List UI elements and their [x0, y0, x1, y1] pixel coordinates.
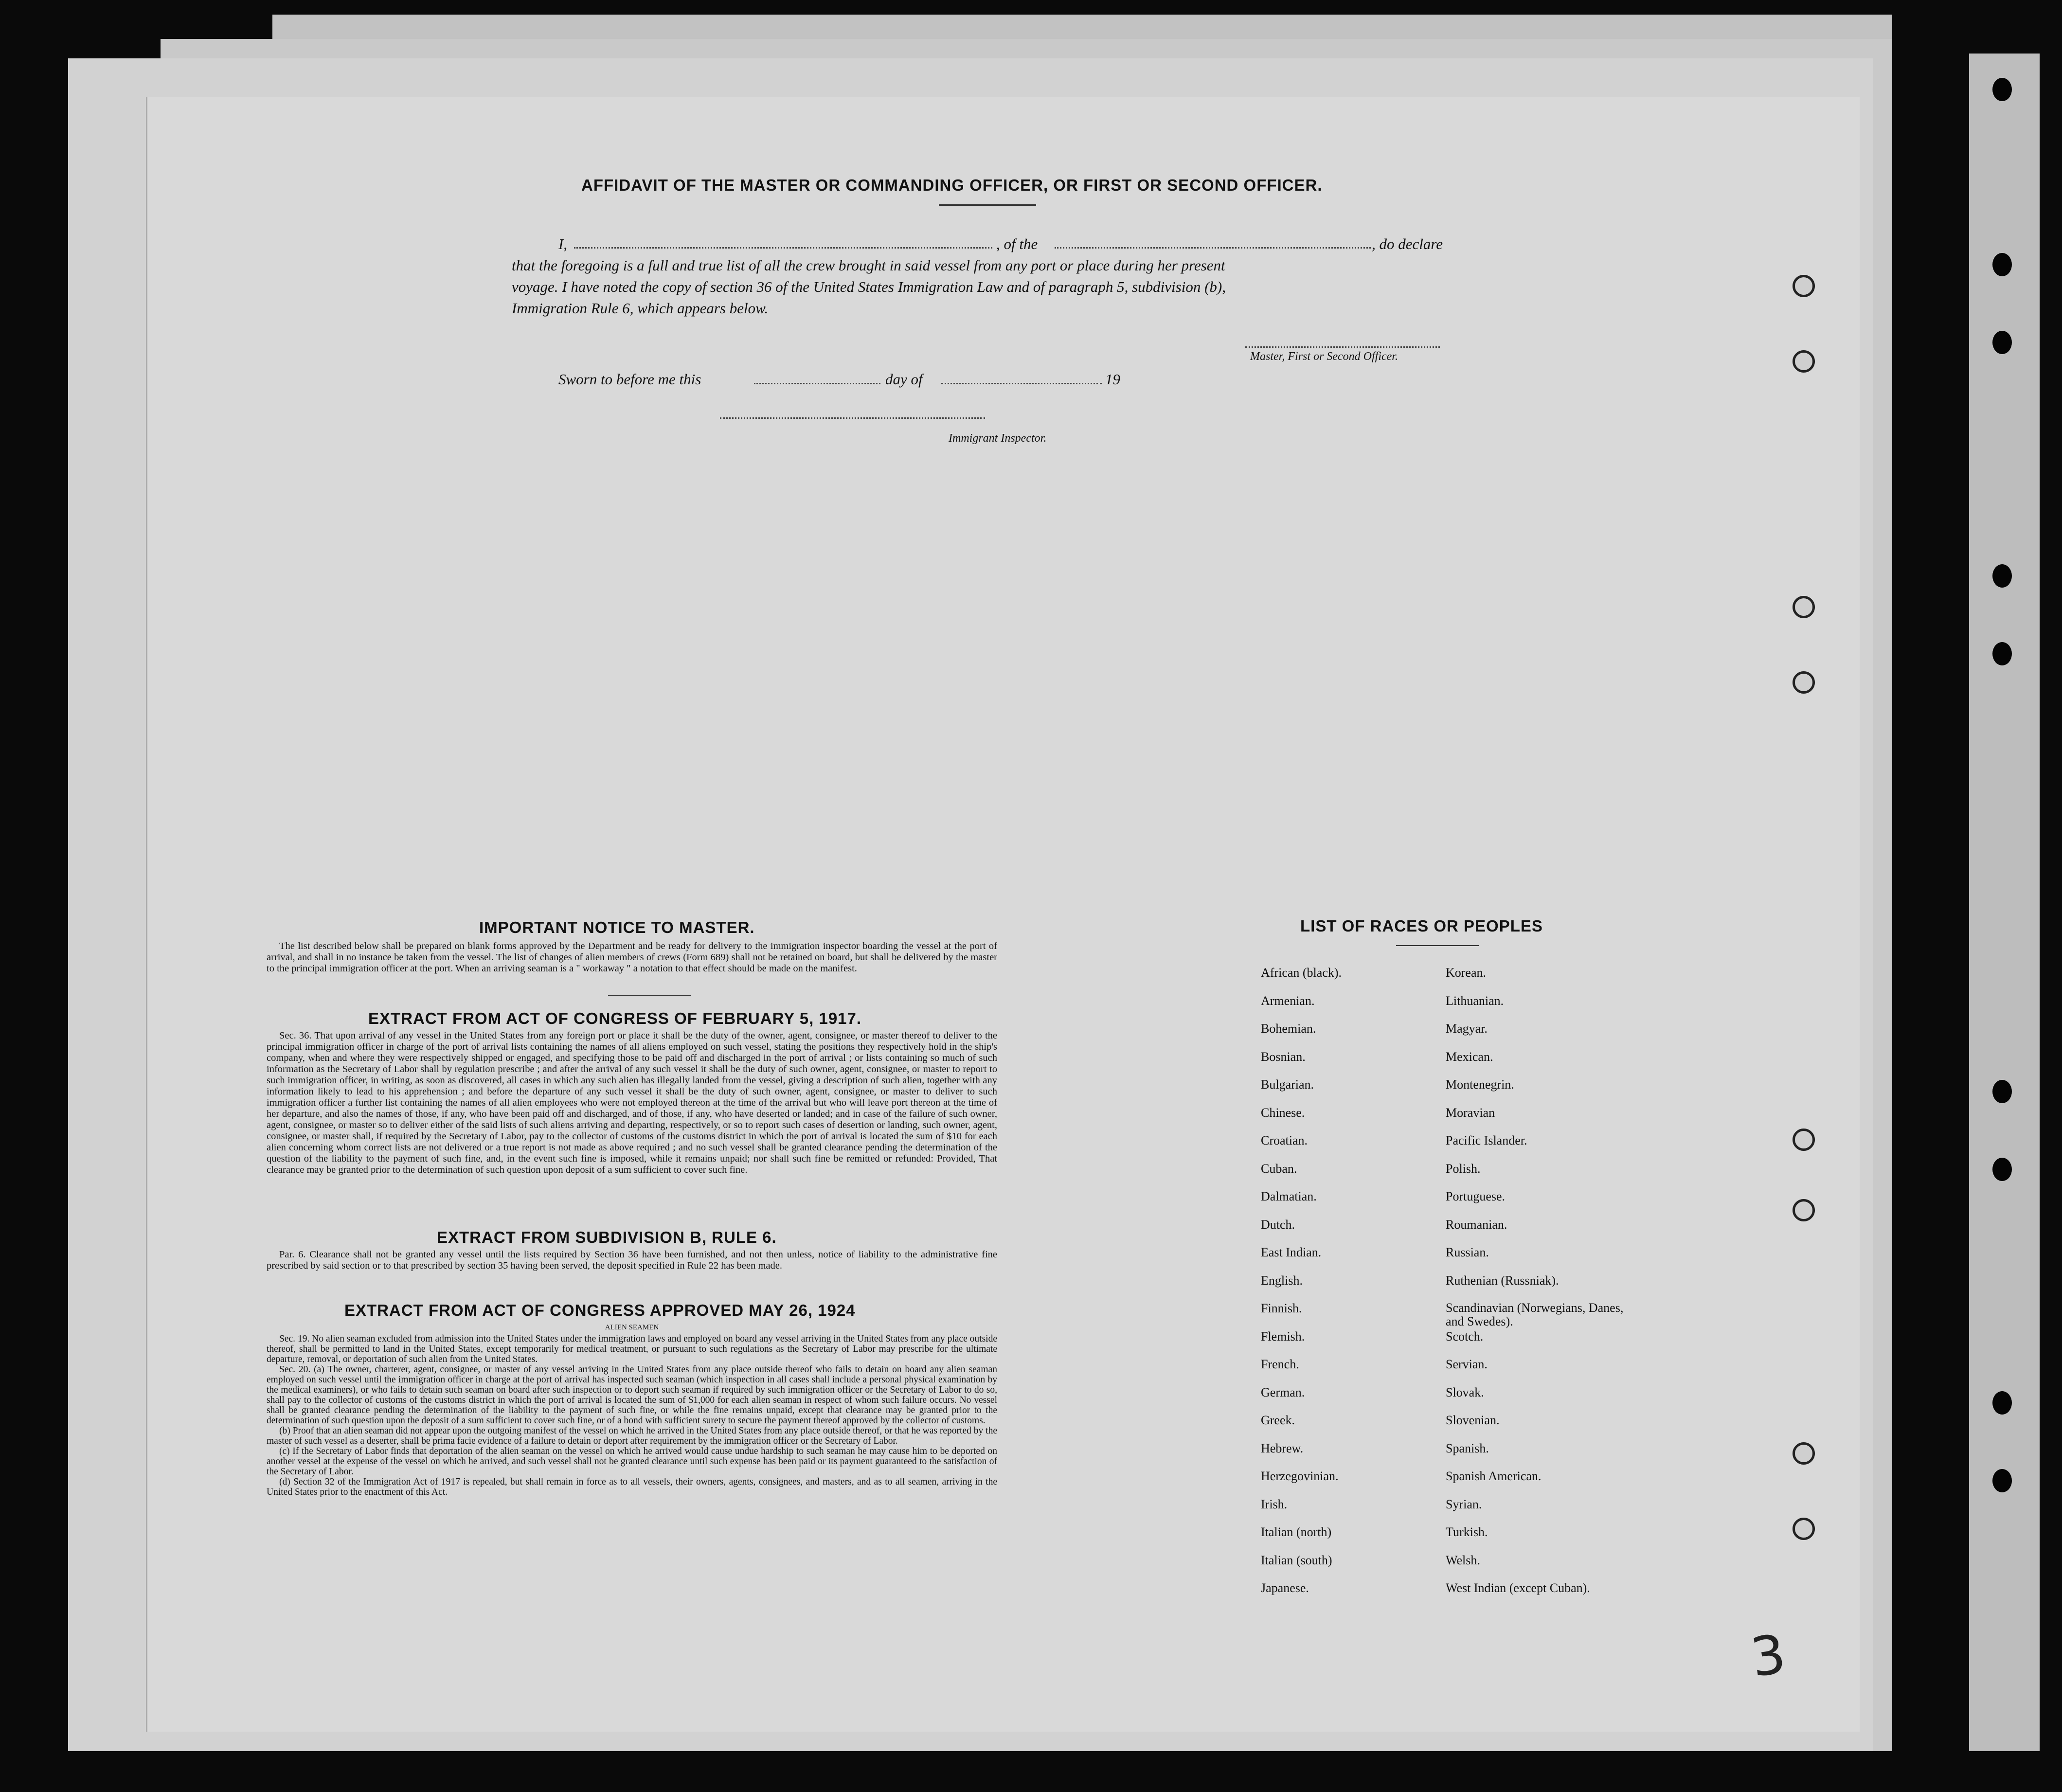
race-item: Moravian — [1446, 1105, 1495, 1120]
race-item: Dutch. — [1261, 1217, 1295, 1232]
extract-1924-paragraph: (d) Section 32 of the Immigration Act of 1917 is repealed, but shall remain in force as to all vessels, their owners, agents, consignees, and masters, and as to all seamen, arriving in the United States prior to the enactment of this Act. — [267, 1477, 997, 1497]
extract-1924-paragraph: (c) If the Secretary of Labor finds that deportation of the alien seaman on the vessel on which he arrived would cause undue hardship to such seaman he may cause him to be deported on another vessel at the expense of the vessel on which he arrived, and such vessel shall not be granted clearance until such expense has been paid or its payment guaranteed to the satisfaction of the Secretary of Labor. — [267, 1446, 997, 1477]
divider — [608, 995, 691, 996]
name-field[interactable] — [574, 247, 992, 249]
binding-hole-icon — [1992, 1391, 2012, 1415]
day-of-label: day of — [885, 371, 923, 388]
extract-1917-title: EXTRACT FROM ACT OF CONGRESS OF FEBRUARY 5, 1917. — [368, 1009, 862, 1027]
affidavit-line: Immigration Rule 6, which appears below. — [512, 300, 769, 317]
race-item: Slovak. — [1446, 1385, 1484, 1399]
race-item: Portuguese. — [1446, 1189, 1506, 1203]
race-item: Japanese. — [1261, 1581, 1309, 1595]
notice-paragraph: The list described below shall be prepared on blank forms approved by the Department and be ready for delivery to the immigration inspector boarding the vessel at the port of arrival, and shall in no instance be taken from the vessel. The list of changes of alien members of crews (Form 689) shall not be retained on board, but shall be delivered by the master to the principal immigration officer at the port. When an arriving seaman is a " workaway " a notation to that effect should be made on the manifest. — [267, 941, 997, 974]
binding-hole-icon — [1992, 564, 2012, 588]
extract-1924-subtitle: ALIEN SEAMEN — [605, 1324, 659, 1331]
master-label: Master, First or Second Officer. — [1250, 350, 1398, 363]
extract-rule6-paragraph: Par. 6. Clearance shall not be granted any vessel until the lists required by Section 36 have been furnished, and not then unless, notice of liability to the administrative fine prescribed by said section or to that prescribed by section 35 having been served, the deposit specified in Rule 22 has been made. — [267, 1249, 997, 1271]
race-item: Turkish. — [1446, 1525, 1488, 1539]
race-item: Russian. — [1446, 1245, 1489, 1259]
notice-text — [267, 941, 997, 974]
race-item: West Indian (except Cuban). — [1446, 1581, 1590, 1595]
race-item: East Indian. — [1261, 1245, 1322, 1259]
race-item: Slovenian. — [1446, 1413, 1500, 1427]
binding-hole-icon — [1992, 1469, 2012, 1492]
extract-1924-text — [267, 1334, 997, 1497]
race-item: Irish. — [1261, 1497, 1288, 1511]
race-item: Bulgarian. — [1261, 1077, 1314, 1092]
race-item: Armenian. — [1261, 993, 1315, 1008]
extract-rule6-title: EXTRACT FROM SUBDIVISION B, RULE 6. — [437, 1228, 777, 1246]
punch-hole-icon — [1793, 350, 1815, 373]
affidavit-do-declare: , do declare — [1372, 235, 1443, 252]
race-item: Italian (north) — [1261, 1525, 1332, 1539]
binding-hole-icon — [1992, 253, 2012, 276]
divider — [1396, 945, 1479, 946]
extract-1924-title: EXTRACT FROM ACT OF CONGRESS APPROVED MAY 26, 1924 — [344, 1301, 856, 1319]
affidavit-i-label: I, — [558, 235, 568, 252]
race-item: Syrian. — [1446, 1497, 1482, 1511]
race-item: Montenegrin. — [1446, 1077, 1514, 1092]
binding-strip — [1969, 54, 2040, 1751]
extract-1924-paragraph: Sec. 19. No alien seaman excluded from admission into the United States under the immigration laws and employed on board any vessel arriving in the United States from any place outside thereof, shall be permitted to land in the United States, except temporarily for medical treatment, or pursuant to such regulations as the Secretary of Labor may prescribe for the ultimate departure, removal, or deportation of such alien from the United States. — [267, 1334, 997, 1364]
race-item: Ruthenian (Russniak). — [1446, 1273, 1559, 1288]
extract-rule6-text — [267, 1249, 997, 1272]
sworn-month-field[interactable] — [941, 383, 1102, 384]
binding-hole-icon — [1992, 1158, 2012, 1181]
race-item: German. — [1261, 1385, 1305, 1399]
race-item: Scandinavian (Norwegians, Danes, and Swedes). — [1446, 1301, 1624, 1328]
sworn-label: Sworn to before me this — [558, 371, 701, 388]
race-item: Welsh. — [1446, 1553, 1480, 1567]
race-item: Pacific Islander. — [1446, 1133, 1527, 1147]
punch-hole-icon — [1793, 275, 1815, 297]
race-item: English. — [1261, 1273, 1303, 1288]
inspector-label: Immigrant Inspector. — [949, 432, 1047, 445]
binding-hole-icon — [1992, 78, 2012, 101]
punch-hole-icon — [1793, 1518, 1815, 1540]
race-item: French. — [1261, 1357, 1299, 1371]
notice-title: IMPORTANT NOTICE TO MASTER. — [479, 918, 755, 936]
race-item: Magyar. — [1446, 1021, 1488, 1036]
vessel-field[interactable] — [1055, 247, 1371, 249]
binding-hole-icon — [1992, 642, 2012, 665]
year-label: 19 — [1105, 371, 1120, 388]
race-item: Dalmatian. — [1261, 1189, 1317, 1203]
race-item: Cuban. — [1261, 1161, 1297, 1176]
race-item: Chinese. — [1261, 1105, 1305, 1120]
divider — [939, 204, 1036, 206]
race-item: Finnish. — [1261, 1301, 1302, 1315]
binding-hole-icon — [1992, 331, 2012, 354]
race-item: Greek. — [1261, 1413, 1295, 1427]
punch-hole-icon — [1793, 1129, 1815, 1151]
race-item: Bohemian. — [1261, 1021, 1316, 1036]
extract-1924-paragraph: (b) Proof that an alien seaman did not appear upon the outgoing manifest of the vessel on which he arrived in the United States from any place outside thereof, or that he was reported by the master of such vessel as a deserter, shall be prima facie evidence of a failure to detain or deport after requirement by the immigration officer or the Secretary of Labor. — [267, 1426, 997, 1446]
binding-hole-icon — [1992, 1080, 2012, 1103]
race-item: Croatian. — [1261, 1133, 1308, 1147]
affidavit-line: voyage. I have noted the copy of section 36 of the United States Immigration Law and of paragraph 5, subdivision (b), — [512, 278, 1226, 295]
races-title: LIST OF RACES OR PEOPLES — [1300, 917, 1543, 935]
race-item: Mexican. — [1446, 1049, 1493, 1064]
race-item: African (black). — [1261, 966, 1342, 980]
race-item: Spanish American. — [1446, 1469, 1542, 1483]
race-item: Roumanian. — [1446, 1217, 1507, 1232]
punch-hole-icon — [1793, 1199, 1815, 1221]
race-item: Polish. — [1446, 1161, 1481, 1176]
inspector-signature-field[interactable] — [720, 417, 985, 419]
extract-1924-paragraph: Sec. 20. (a) The owner, charterer, agent, consignee, or master of any vessel arriving in the United States from any place outside thereof who fails to detain on board any alien seaman employed on such vessel until the immigration officer in charge at the port of arrival has inspected such seaman (which inspection in all cases shall include a personal physical examination by the medical examiners), or who fails to detain such seaman on board after such inspection or to deport such seaman if required by such immigration officer or the Secretary of Labor to do so, shall pay to the collector of customs of the customs district in which the port of arrival is located the sum of $1,000 for each alien seaman in respect of whom such failure occurs. No vessel shall be granted clearance pending the determination of the liability to the payment of such fine, or while the fine remains unpaid, except that clearance may be granted prior to the determination of such question upon the deposit of a sum sufficient to cover such fine, or of a bond with sufficient surety to secure the payment thereof approved by the collector of customs. — [267, 1364, 997, 1426]
extract-1917-text — [267, 1030, 997, 1176]
affidavit-title: AFFIDAVIT OF THE MASTER OR COMMANDING OFFICER, OR FIRST OR SECOND OFFICER. — [581, 176, 1323, 194]
punch-hole-icon — [1793, 1442, 1815, 1465]
page-number-annotation: 3 — [1747, 1622, 1790, 1689]
sworn-day-field[interactable] — [754, 383, 880, 384]
race-item: Flemish. — [1261, 1329, 1305, 1344]
extract-1917-paragraph: Sec. 36. That upon arrival of any vessel in the United States from any foreign port or place it shall be the duty of the owner, agent, consignee, or master thereof to deliver to the principal immigration officer in charge of the port of arrival lists containing the names of all aliens employed on such vessel, stating the positions they respectively hold in the ship's company, when and where they were respectively shipped or engaged, and specifying those to be paid off and discharged in the port of arrival ; or lists containing so much of such information as the Secretary of Labor shall by regulation prescribe ; and after the arrival of any such vessel it shall be the duty of such owner, agent, consignee, or master to report to such immigration officer, in writing, as soon as discovered, all cases in which any such alien has illegally landed from the vessel, giving a description of such alien, together with any information likely to lead to his apprehension ; and before the departure of any such vessel it shall be the duty of such owner, agent, consignee, or master to deliver to such immigration officer a further list containing the names of all alien employees who were not employed thereon at the time of the arrival but who will leave port thereon at the time of her departure, and also the names of those, if any, who have been paid off and discharged, and of those, if any, who have deserted or landed; and in case of the failure of such owner, agent, consignee, or master so to deliver either of the said lists of such aliens arriving and departing, respectively, or so to report such cases of desertion or landing, such owner, agent, consignee, or master shall, if required by the Secretary of Labor, pay to the collector of customs of the customs district in which the port of arrival is located the sum of $10 for each alien concerning whom correct lists are not delivered or a true report is not made as above required ; and no such vessel shall be granted clearance pending the determination of the question of the liability to the payment of such fine, and, in the event such fine is imposed, while it remains unpaid; nor shall such fine be remitted or refunded: Provided, That clearance may be granted prior to the determination of such question upon deposit of a sum sufficient to cover such fine. — [267, 1030, 997, 1175]
race-item: Herzegovinian. — [1261, 1469, 1339, 1483]
race-item: Scotch. — [1446, 1329, 1484, 1344]
race-item: Hebrew. — [1261, 1441, 1304, 1455]
race-item: Korean. — [1446, 966, 1487, 980]
punch-hole-icon — [1793, 671, 1815, 694]
affidavit-of-the: , of the — [996, 235, 1038, 252]
punch-hole-icon — [1793, 596, 1815, 618]
race-item: Servian. — [1446, 1357, 1488, 1371]
race-item: Spanish. — [1446, 1441, 1489, 1455]
race-item: Lithuanian. — [1446, 993, 1504, 1008]
master-signature-field[interactable] — [1245, 346, 1440, 348]
race-item: Bosnian. — [1261, 1049, 1306, 1064]
race-item: Italian (south) — [1261, 1553, 1332, 1567]
affidavit-line: that the foregoing is a full and true list of all the crew brought in said vessel from any port or place during her present — [512, 257, 1225, 274]
